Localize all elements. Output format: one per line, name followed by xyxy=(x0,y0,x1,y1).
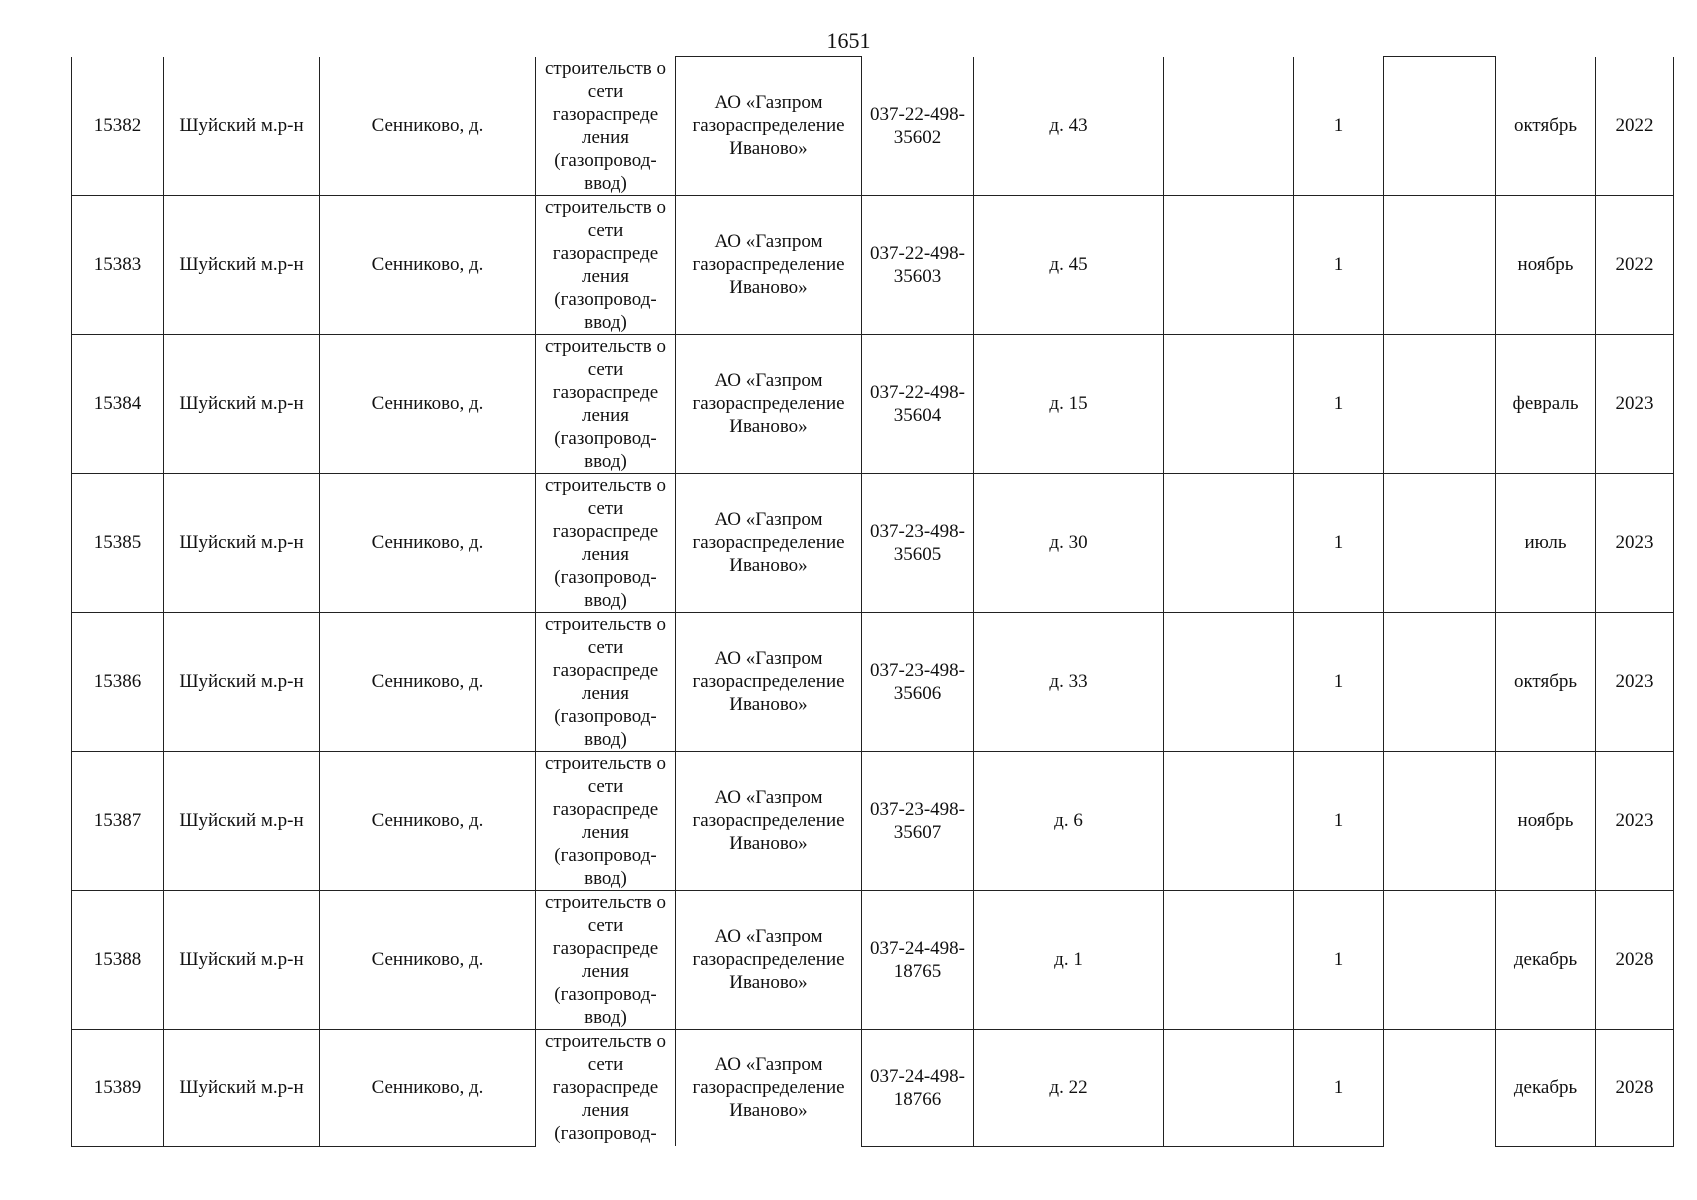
cell-qty: 1 xyxy=(1294,751,1384,890)
table-row xyxy=(72,751,1674,890)
cell-empty1 xyxy=(1164,612,1294,751)
cell-object: строительств о сети газораспреде ления (газопровод-ввод) xyxy=(536,334,676,473)
registry-body xyxy=(72,57,1674,1147)
cell-code: 037-23-498-35607 xyxy=(862,751,974,890)
cell-month: ноябрь xyxy=(1496,195,1596,334)
cell-district: Шуйский м.р-н xyxy=(164,751,320,890)
cell-empty2 xyxy=(1384,195,1496,334)
cell-month: февраль xyxy=(1496,334,1596,473)
cell-empty1 xyxy=(1164,890,1294,1029)
cell-house: д. 30 xyxy=(974,473,1164,612)
cell-qty: 1 xyxy=(1294,334,1384,473)
page-number: 1651 xyxy=(826,28,871,53)
table-row xyxy=(72,890,1674,1029)
cell-locality: Сенниково, д. xyxy=(320,1029,536,1146)
cell-month: октябрь xyxy=(1496,57,1596,196)
cell-district: Шуйский м.р-н xyxy=(164,195,320,334)
cell-qty: 1 xyxy=(1294,473,1384,612)
cell-num: 15389 xyxy=(72,1029,164,1146)
cell-month: ноябрь xyxy=(1496,751,1596,890)
cell-empty1 xyxy=(1164,751,1294,890)
cell-house: д. 15 xyxy=(974,334,1164,473)
cell-year: 2022 xyxy=(1596,195,1674,334)
cell-house: д. 6 xyxy=(974,751,1164,890)
cell-empty1 xyxy=(1164,473,1294,612)
cell-year: 2023 xyxy=(1596,612,1674,751)
cell-empty2 xyxy=(1384,473,1496,612)
cell-year: 2023 xyxy=(1596,334,1674,473)
cell-empty2 xyxy=(1384,751,1496,890)
cell-district: Шуйский м.р-н xyxy=(164,57,320,196)
cell-org: АО «Газпром газораспределение Иваново» xyxy=(676,751,862,890)
cell-district: Шуйский м.р-н xyxy=(164,334,320,473)
cell-locality: Сенниково, д. xyxy=(320,473,536,612)
cell-qty: 1 xyxy=(1294,890,1384,1029)
cell-code: 037-22-498-35602 xyxy=(862,57,974,196)
cell-object: строительств о сети газораспреде ления (газопровод-ввод) xyxy=(536,195,676,334)
cell-house: д. 1 xyxy=(974,890,1164,1029)
cell-object: строительств о сети газораспреде ления (газопровод-ввод) xyxy=(536,473,676,612)
cell-year: 2028 xyxy=(1596,890,1674,1029)
cell-code: 037-24-498-18765 xyxy=(862,890,974,1029)
cell-code: 037-23-498-35605 xyxy=(862,473,974,612)
table-row xyxy=(72,473,1674,612)
cell-object: строительств о сети газораспреде ления (газопровод- xyxy=(536,1029,676,1146)
cell-month: октябрь xyxy=(1496,612,1596,751)
cell-empty2 xyxy=(1384,890,1496,1029)
cell-empty2 xyxy=(1384,57,1496,196)
cell-month: декабрь xyxy=(1496,890,1596,1029)
cell-year: 2022 xyxy=(1596,57,1674,196)
cell-num: 15384 xyxy=(72,334,164,473)
cell-num: 15387 xyxy=(72,751,164,890)
cell-month: июль xyxy=(1496,473,1596,612)
registry-table xyxy=(71,56,1674,1147)
cell-empty2 xyxy=(1384,334,1496,473)
cell-org: АО «Газпром газораспределение Иваново» xyxy=(676,334,862,473)
cell-num: 15382 xyxy=(72,57,164,196)
cell-org: АО «Газпром газораспределение Иваново» xyxy=(676,473,862,612)
cell-org: АО «Газпром газораспределение Иваново» xyxy=(676,57,862,196)
cell-empty1 xyxy=(1164,195,1294,334)
cell-month: декабрь xyxy=(1496,1029,1596,1146)
cell-locality: Сенниково, д. xyxy=(320,57,536,196)
cell-org: АО «Газпром газораспределение Иваново» xyxy=(676,195,862,334)
cell-org: АО «Газпром газораспределение Иваново» xyxy=(676,1029,862,1146)
cell-house: д. 33 xyxy=(974,612,1164,751)
cell-code: 037-22-498-35604 xyxy=(862,334,974,473)
cell-empty1 xyxy=(1164,57,1294,196)
cell-org: АО «Газпром газораспределение Иваново» xyxy=(676,612,862,751)
cell-house: д. 43 xyxy=(974,57,1164,196)
cell-house: д. 22 xyxy=(974,1029,1164,1146)
cell-empty1 xyxy=(1164,1029,1294,1146)
cell-object: строительств о сети газораспреде ления (газопровод-ввод) xyxy=(536,751,676,890)
cell-locality: Сенниково, д. xyxy=(320,890,536,1029)
cell-district: Шуйский м.р-н xyxy=(164,473,320,612)
table-row xyxy=(72,612,1674,751)
table-row xyxy=(72,1029,1674,1146)
cell-year: 2023 xyxy=(1596,751,1674,890)
cell-locality: Сенниково, д. xyxy=(320,334,536,473)
cell-org: АО «Газпром газораспределение Иваново» xyxy=(676,890,862,1029)
cell-num: 15388 xyxy=(72,890,164,1029)
cell-house: д. 45 xyxy=(974,195,1164,334)
cell-district: Шуйский м.р-н xyxy=(164,612,320,751)
cell-code: 037-22-498-35603 xyxy=(862,195,974,334)
cell-empty1 xyxy=(1164,334,1294,473)
cell-qty: 1 xyxy=(1294,57,1384,196)
cell-year: 2028 xyxy=(1596,1029,1674,1146)
cell-empty2 xyxy=(1384,612,1496,751)
cell-object: строительств о сети газораспреде ления (газопровод-ввод) xyxy=(536,57,676,196)
cell-num: 15386 xyxy=(72,612,164,751)
table-row xyxy=(72,334,1674,473)
cell-locality: Сенниково, д. xyxy=(320,751,536,890)
cell-object: строительств о сети газораспреде ления (газопровод-ввод) xyxy=(536,890,676,1029)
cell-num: 15385 xyxy=(72,473,164,612)
cell-empty2 xyxy=(1384,1029,1496,1146)
cell-locality: Сенниково, д. xyxy=(320,195,536,334)
cell-locality: Сенниково, д. xyxy=(320,612,536,751)
cell-qty: 1 xyxy=(1294,612,1384,751)
cell-district: Шуйский м.р-н xyxy=(164,890,320,1029)
cell-qty: 1 xyxy=(1294,195,1384,334)
cell-num: 15383 xyxy=(72,195,164,334)
table-row xyxy=(72,195,1674,334)
cell-code: 037-24-498-18766 xyxy=(862,1029,974,1146)
cell-year: 2023 xyxy=(1596,473,1674,612)
cell-object: строительств о сети газораспреде ления (газопровод-ввод) xyxy=(536,612,676,751)
cell-qty: 1 xyxy=(1294,1029,1384,1146)
cell-district: Шуйский м.р-н xyxy=(164,1029,320,1146)
table-row xyxy=(72,57,1674,196)
cell-code: 037-23-498-35606 xyxy=(862,612,974,751)
